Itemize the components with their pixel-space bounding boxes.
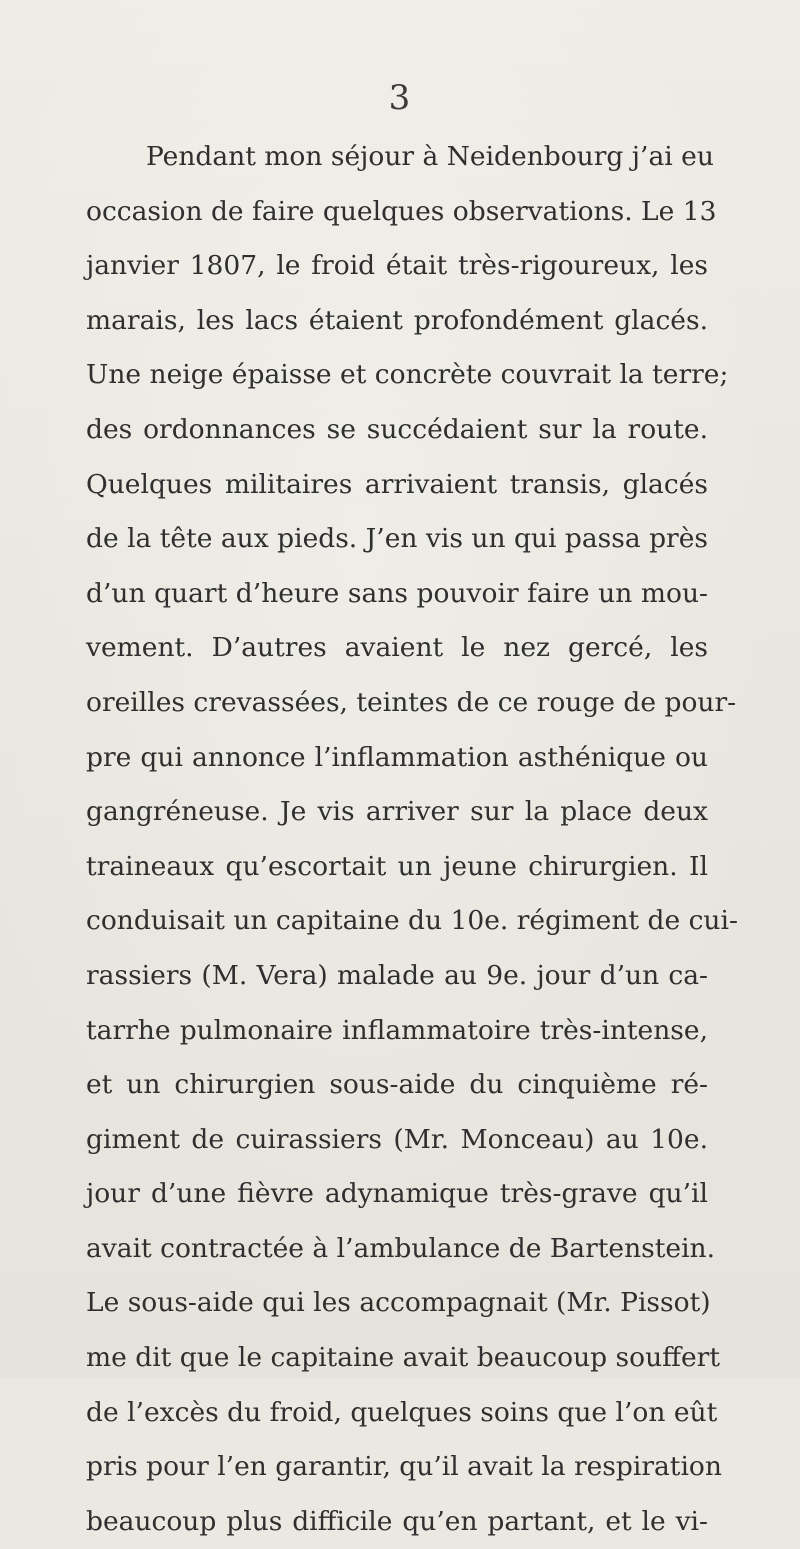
text-line: jour d’une fièvre adynamique très-grave qu’il bbox=[86, 1178, 708, 1210]
text-line: giment de cuirassiers (Mr. Monceau) au 10e. bbox=[86, 1123, 708, 1155]
text-line: des ordonnances se succédaient sur la route. bbox=[86, 413, 708, 445]
body-text bbox=[86, 130, 738, 1549]
text-line: marais, les lacs étaient profondément glacés. bbox=[86, 304, 708, 336]
text-line: beaucoup plus difficile qu’en partant, et le vi- bbox=[86, 1505, 708, 1537]
text-line: Une neige épaisse et concrète couvrait la terre; bbox=[86, 359, 729, 391]
text-line: conduisait un capitaine du 10e. régiment de cui- bbox=[86, 905, 738, 937]
text-line: occasion de faire quelques observations. Le 13 bbox=[86, 195, 717, 227]
text-line: me dit que le capitaine avait beaucoup souffert bbox=[86, 1342, 720, 1374]
text-line: de la tête aux pieds. J’en vis un qui passa près bbox=[86, 523, 708, 555]
text-line: Quelques militaires arrivaient transis, glacés bbox=[86, 468, 708, 500]
page-number: 3 bbox=[388, 78, 412, 118]
text-line: et un chirurgien sous-aide du cinquième ré- bbox=[86, 1069, 708, 1101]
text-line: rassiers (M. Vera) malade au 9e. jour d’un ca- bbox=[86, 959, 708, 991]
text-line: avait contractée à l’ambulance de Bartenstein. bbox=[86, 1232, 716, 1264]
text-line: tarrhe pulmonaire inflammatoire très-intense, bbox=[86, 1014, 708, 1046]
text-line: pre qui annonce l’inflammation asthénique ou bbox=[86, 741, 708, 773]
text-line: janvier 1807, le froid était très-rigoureux, les bbox=[86, 250, 708, 282]
text-line: traineaux qu’escortait un jeune chirurgien. Il bbox=[86, 850, 708, 882]
text-line: d’un quart d’heure sans pouvoir faire un mou- bbox=[86, 577, 708, 609]
text-line: oreilles crevassées, teintes de ce rouge de pour- bbox=[86, 686, 737, 718]
text-line: Le sous-aide qui les accompagnait (Mr. Pissot) bbox=[86, 1287, 711, 1319]
text-line: pris pour l’en garantir, qu’il avait la respiration bbox=[86, 1451, 722, 1483]
text-line: Pendant mon séjour à Neidenbourg j’ai eu bbox=[146, 141, 714, 172]
text-line: gangréneuse. Je vis arriver sur la place deux bbox=[86, 796, 708, 828]
text-line: vement. D’autres avaient le nez gercé, les bbox=[86, 632, 708, 664]
text-line: de l’excès du froid, quelques soins que l’on eût bbox=[86, 1396, 718, 1428]
